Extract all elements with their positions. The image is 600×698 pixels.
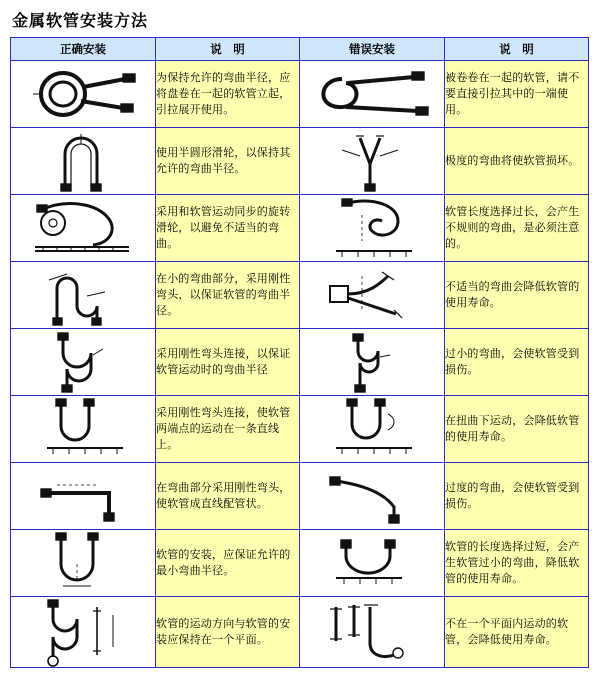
figure-rigid-elbow-at-small-bend [11, 262, 156, 329]
description-correct: 在小的弯曲部分，采用刚性弯头，以保证软管的弯曲半径。 [156, 262, 300, 329]
description-wrong: 软管长度选择过长，会产生不规则的弯曲，是必须注意的。 [445, 195, 589, 262]
header-correct-installation: 正确安装 [11, 38, 156, 61]
description-wrong: 极度的弯曲将使软管损坏。 [445, 128, 589, 195]
table-row [11, 61, 589, 128]
description-wrong: 过小的弯曲，会使软管受到损伤。 [445, 329, 589, 396]
figure-hose-over-semicircular-sheave [11, 128, 156, 195]
description-correct: 采用和软管运动同步的旋转滑轮，以避免不适当的弯曲。 [156, 195, 300, 262]
table-row [11, 530, 589, 597]
table-row [11, 597, 589, 668]
description-wrong: 不在一个平面内运动的软管，会降低使用寿命。 [445, 597, 589, 668]
figure-hose-on-synchronized-rotating-pulley [11, 195, 156, 262]
description-correct: 为保持允许的弯曲半径，应将盘卷在一起的软管立起，引拉展开使用。 [156, 61, 300, 128]
table-row [11, 329, 589, 396]
figure-hose-twisted-while-moving [300, 396, 445, 463]
figure-rigid-elbow-straight-pipe-layout [11, 463, 156, 530]
page-title: 金属软管安装方法 [12, 11, 149, 30]
table-row [11, 195, 589, 262]
header-wrong-installation: 错误安装 [300, 38, 445, 61]
figure-hose-motion-same-plane-as-install [11, 597, 156, 668]
figure-hose-moving-out-of-plane [300, 597, 445, 668]
figure-hose-installed-minimum-bend-radius [11, 530, 156, 597]
figure-coiled-hose-standing-upright [11, 61, 156, 128]
table-row [11, 128, 589, 195]
description-correct: 使用半圆形滑轮，以保持其允许的弯曲半径。 [156, 128, 300, 195]
figure-improper-bend-shortens-life [300, 262, 445, 329]
table-header-row [11, 38, 589, 61]
table-row [11, 463, 589, 530]
table-row [11, 262, 589, 329]
figure-over-tight-bend-damage [300, 329, 445, 396]
header-correct-description: 说 明 [156, 38, 300, 61]
figure-hose-too-long-irregular-bend [300, 195, 445, 262]
description-wrong: 过度的弯曲，会使软管受到损伤。 [445, 463, 589, 530]
figure-rigid-elbow-connection-u-shape [11, 329, 156, 396]
figure-hose-too-short-tight-bend [300, 530, 445, 597]
description-wrong: 软管的长度选择过短，会产生软管过小的弯曲，降低软管的使用寿命。 [445, 530, 589, 597]
description-correct: 采用刚性弯头连接，使软管两端点的运动在一条直线上。 [156, 396, 300, 463]
table-row [11, 396, 589, 463]
description-correct: 软管的运动方向与软管的安装应保持在一个平面。 [156, 597, 300, 668]
figure-coiled-hose-pulled-straight [300, 61, 445, 128]
figure-rigid-elbows-both-ends-straight-line [11, 396, 156, 463]
figure-excessive-bend-damage [300, 463, 445, 530]
description-correct: 软管的安装，应保证允许的最小弯曲半径。 [156, 530, 300, 597]
hose-installation-table [10, 37, 589, 668]
description-correct: 采用刚性弯头连接，以保证软管运动时的弯曲半径 [156, 329, 300, 396]
description-wrong: 不适当的弯曲会降低软管的使用寿命。 [445, 262, 589, 329]
figure-hose-bent-sharply-at-pulley [300, 128, 445, 195]
header-wrong-description: 说 明 [445, 38, 589, 61]
description-correct: 在弯曲部分采用刚性弯头，使软管成直线配管状。 [156, 463, 300, 530]
description-wrong: 在扭曲下运动，会降低软管的使用寿命。 [445, 396, 589, 463]
description-wrong: 被卷卷在一起的软管，请不要直接引拉其中的一端使用。 [445, 61, 589, 128]
